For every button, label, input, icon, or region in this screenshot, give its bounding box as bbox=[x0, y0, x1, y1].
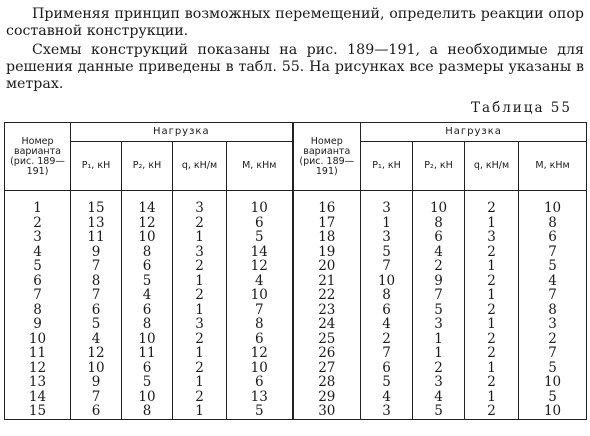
header-p1-left: P₁, кН bbox=[71, 142, 122, 191]
cell-variant-left: 6 bbox=[5, 274, 71, 289]
cell-p2-left: 6 bbox=[122, 259, 173, 274]
cell-q-left: 2 bbox=[173, 332, 227, 347]
header-p1-right: P₁, кН bbox=[361, 142, 413, 191]
cell-q-right: 1 bbox=[465, 317, 519, 332]
cell-p1-left: 13 bbox=[71, 216, 122, 231]
cell-variant-left: 12 bbox=[5, 361, 71, 376]
cell-m-left: 10 bbox=[227, 361, 293, 376]
cell-m-right: 5 bbox=[519, 259, 587, 274]
cell-p1-left: 11 bbox=[71, 230, 122, 245]
cell-variant-right: 29 bbox=[293, 390, 361, 405]
cell-m-right: 10 bbox=[519, 404, 587, 419]
cell-variant-left: 5 bbox=[5, 259, 71, 274]
cell-p1-left: 15 bbox=[71, 201, 122, 216]
cell-q-right: 1 bbox=[465, 390, 519, 405]
header-p2-right: P₂, кН bbox=[413, 142, 465, 191]
cell-variant-right: 24 bbox=[293, 317, 361, 332]
cell-p1-left: 9 bbox=[71, 375, 122, 390]
cell-p2-right: 8 bbox=[413, 216, 465, 231]
cell-p1-right: 7 bbox=[361, 346, 413, 361]
cell-p1-left: 6 bbox=[71, 404, 122, 419]
cell-p1-right: 3 bbox=[361, 201, 413, 216]
table-row bbox=[5, 375, 587, 390]
cell-m-right: 7 bbox=[519, 346, 587, 361]
cell-variant-right: 28 bbox=[293, 375, 361, 390]
cell-variant-left: 11 bbox=[5, 346, 71, 361]
cell-q-left: 2 bbox=[173, 390, 227, 405]
data-table bbox=[4, 122, 587, 420]
cell-q-right: 1 bbox=[465, 259, 519, 274]
header-variant-right: Номер варианта (рис. 189—191) bbox=[293, 123, 361, 191]
cell-variant-left: 9 bbox=[5, 317, 71, 332]
cell-p2-left: 10 bbox=[122, 230, 173, 245]
cell-p2-right: 1 bbox=[413, 332, 465, 347]
cell-q-left: 1 bbox=[173, 274, 227, 289]
cell-p2-left: 5 bbox=[122, 274, 173, 289]
cell-p1-right: 7 bbox=[361, 259, 413, 274]
paragraph-description: Схемы конструкций показаны на рис. 189—191, а необходимые для решения данные приведены в табл. 55. На рисунках все размеры указаны в метрах. bbox=[6, 42, 584, 92]
cell-p2-right: 10 bbox=[413, 201, 465, 216]
cell-m-left: 5 bbox=[227, 404, 293, 419]
cell-m-left: 10 bbox=[227, 201, 293, 216]
cell-m-right: 7 bbox=[519, 288, 587, 303]
cell-p1-right: 4 bbox=[361, 390, 413, 405]
cell-m-right: 5 bbox=[519, 361, 587, 376]
cell-variant-right: 30 bbox=[293, 404, 361, 419]
cell-p2-right: 1 bbox=[413, 346, 465, 361]
cell-p2-left: 5 bbox=[122, 375, 173, 390]
table-row bbox=[5, 317, 587, 332]
cell-p1-right: 6 bbox=[361, 303, 413, 318]
table-row bbox=[5, 259, 587, 274]
cell-q-left: 1 bbox=[173, 303, 227, 318]
cell-p1-left: 8 bbox=[71, 274, 122, 289]
cell-m-left: 4 bbox=[227, 274, 293, 289]
cell-q-left: 3 bbox=[173, 201, 227, 216]
cell-p2-left: 6 bbox=[122, 303, 173, 318]
cell-m-left: 12 bbox=[227, 346, 293, 361]
table-row bbox=[5, 332, 587, 347]
cell-variant-right: 16 bbox=[293, 201, 361, 216]
cell-m-right: 4 bbox=[519, 274, 587, 289]
cell-p1-right: 8 bbox=[361, 288, 413, 303]
header-q-right: q, кН/м bbox=[465, 142, 519, 191]
cell-p1-left: 4 bbox=[71, 332, 122, 347]
cell-p2-right: 7 bbox=[413, 288, 465, 303]
cell-q-left: 2 bbox=[173, 288, 227, 303]
cell-p2-right: 3 bbox=[413, 317, 465, 332]
table-row bbox=[5, 274, 587, 289]
cell-q-left: 2 bbox=[173, 361, 227, 376]
cell-m-left: 6 bbox=[227, 216, 293, 231]
cell-m-left: 7 bbox=[227, 303, 293, 318]
table-row bbox=[5, 245, 587, 260]
cell-variant-left: 3 bbox=[5, 230, 71, 245]
cell-p1-left: 12 bbox=[71, 346, 122, 361]
header-m-left: M, кНм bbox=[227, 142, 293, 191]
cell-p2-right: 4 bbox=[413, 245, 465, 260]
cell-variant-right: 20 bbox=[293, 259, 361, 274]
cell-p1-right: 5 bbox=[361, 375, 413, 390]
cell-q-left: 3 bbox=[173, 245, 227, 260]
cell-variant-left: 14 bbox=[5, 390, 71, 405]
cell-q-right: 2 bbox=[465, 404, 519, 419]
cell-p2-left: 8 bbox=[122, 317, 173, 332]
cell-p1-right: 3 bbox=[361, 230, 413, 245]
cell-m-right: 2 bbox=[519, 332, 587, 347]
cell-p1-left: 6 bbox=[71, 303, 122, 318]
cell-m-left: 6 bbox=[227, 332, 293, 347]
header-p2-left: P₂, кН bbox=[122, 142, 173, 191]
cell-variant-right: 21 bbox=[293, 274, 361, 289]
cell-p2-left: 12 bbox=[122, 216, 173, 231]
table-caption: Таблица 55 bbox=[471, 100, 572, 116]
cell-p2-left: 14 bbox=[122, 201, 173, 216]
cell-variant-left: 2 bbox=[5, 216, 71, 231]
cell-q-right: 2 bbox=[465, 303, 519, 318]
table-row bbox=[5, 216, 587, 231]
cell-variant-right: 23 bbox=[293, 303, 361, 318]
table-body bbox=[5, 191, 587, 420]
cell-p2-right: 6 bbox=[413, 230, 465, 245]
cell-p1-right: 10 bbox=[361, 274, 413, 289]
cell-q-left: 2 bbox=[173, 259, 227, 274]
cell-p1-left: 7 bbox=[71, 390, 122, 405]
cell-m-right: 10 bbox=[519, 375, 587, 390]
table-row bbox=[5, 201, 587, 216]
header-m-right: M, кНм bbox=[519, 142, 587, 191]
cell-m-right: 8 bbox=[519, 303, 587, 318]
cell-variant-left: 4 bbox=[5, 245, 71, 260]
cell-p2-left: 8 bbox=[122, 404, 173, 419]
header-variant-left: Номер варианта (рис. 189—191) bbox=[5, 123, 71, 191]
cell-variant-right: 26 bbox=[293, 346, 361, 361]
table-row bbox=[5, 404, 587, 419]
cell-p2-left: 10 bbox=[122, 390, 173, 405]
cell-p2-left: 11 bbox=[122, 346, 173, 361]
cell-m-right: 8 bbox=[519, 216, 587, 231]
cell-q-left: 1 bbox=[173, 404, 227, 419]
table-row bbox=[5, 346, 587, 361]
cell-m-left: 6 bbox=[227, 375, 293, 390]
cell-q-right: 2 bbox=[465, 332, 519, 347]
cell-m-left: 5 bbox=[227, 230, 293, 245]
cell-p2-right: 2 bbox=[413, 361, 465, 376]
cell-m-left: 13 bbox=[227, 390, 293, 405]
paragraph-task: Применяя принцип возможных перемещений, определить реакции опор составной конструкции. bbox=[6, 6, 584, 39]
cell-p2-right: 5 bbox=[413, 404, 465, 419]
cell-p2-left: 6 bbox=[122, 361, 173, 376]
cell-m-right: 3 bbox=[519, 317, 587, 332]
cell-p2-left: 10 bbox=[122, 332, 173, 347]
cell-q-right: 2 bbox=[465, 245, 519, 260]
cell-q-left: 1 bbox=[173, 375, 227, 390]
cell-variant-left: 7 bbox=[5, 288, 71, 303]
cell-variant-right: 25 bbox=[293, 332, 361, 347]
cell-p1-right: 4 bbox=[361, 317, 413, 332]
cell-variant-right: 19 bbox=[293, 245, 361, 260]
table-row bbox=[5, 361, 587, 376]
cell-p1-right: 5 bbox=[361, 245, 413, 260]
cell-p2-right: 9 bbox=[413, 274, 465, 289]
header-load-right: Нагрузка bbox=[361, 123, 587, 142]
cell-variant-left: 10 bbox=[5, 332, 71, 347]
cell-variant-left: 15 bbox=[5, 404, 71, 419]
header-q-left: q, кН/м bbox=[173, 142, 227, 191]
cell-p1-left: 5 bbox=[71, 317, 122, 332]
cell-m-right: 7 bbox=[519, 245, 587, 260]
table-row bbox=[5, 303, 587, 318]
cell-variant-left: 13 bbox=[5, 375, 71, 390]
cell-q-right: 1 bbox=[465, 216, 519, 231]
cell-p2-right: 2 bbox=[413, 259, 465, 274]
cell-variant-right: 18 bbox=[293, 230, 361, 245]
cell-p1-right: 2 bbox=[361, 332, 413, 347]
cell-q-right: 3 bbox=[465, 230, 519, 245]
cell-variant-right: 22 bbox=[293, 288, 361, 303]
cell-m-left: 8 bbox=[227, 317, 293, 332]
cell-p2-left: 4 bbox=[122, 288, 173, 303]
cell-p1-right: 1 bbox=[361, 216, 413, 231]
header-load-left: Нагрузка bbox=[71, 123, 293, 142]
cell-m-right: 10 bbox=[519, 201, 587, 216]
cell-p1-left: 7 bbox=[71, 259, 122, 274]
table-row bbox=[5, 288, 587, 303]
cell-p1-left: 7 bbox=[71, 288, 122, 303]
cell-p2-right: 3 bbox=[413, 375, 465, 390]
cell-p1-left: 10 bbox=[71, 361, 122, 376]
cell-variant-right: 17 bbox=[293, 216, 361, 231]
cell-m-right: 6 bbox=[519, 230, 587, 245]
cell-q-left: 1 bbox=[173, 346, 227, 361]
cell-p1-right: 3 bbox=[361, 404, 413, 419]
cell-variant-right: 27 bbox=[293, 361, 361, 376]
cell-p1-right: 6 bbox=[361, 361, 413, 376]
cell-variant-left: 1 bbox=[5, 201, 71, 216]
cell-m-right: 5 bbox=[519, 390, 587, 405]
cell-q-right: 2 bbox=[465, 346, 519, 361]
cell-p1-left: 9 bbox=[71, 245, 122, 260]
cell-q-right: 2 bbox=[465, 274, 519, 289]
table-row bbox=[5, 390, 587, 405]
cell-p2-right: 4 bbox=[413, 390, 465, 405]
cell-q-right: 1 bbox=[465, 288, 519, 303]
cell-q-left: 1 bbox=[173, 230, 227, 245]
cell-p2-right: 5 bbox=[413, 303, 465, 318]
cell-m-left: 12 bbox=[227, 259, 293, 274]
cell-q-right: 2 bbox=[465, 375, 519, 390]
cell-q-left: 3 bbox=[173, 317, 227, 332]
cell-variant-left: 8 bbox=[5, 303, 71, 318]
cell-p2-left: 8 bbox=[122, 245, 173, 260]
table-row bbox=[5, 230, 587, 245]
cell-m-left: 10 bbox=[227, 288, 293, 303]
cell-q-right: 2 bbox=[465, 201, 519, 216]
cell-q-left: 2 bbox=[173, 216, 227, 231]
cell-m-left: 14 bbox=[227, 245, 293, 260]
cell-q-right: 1 bbox=[465, 361, 519, 376]
